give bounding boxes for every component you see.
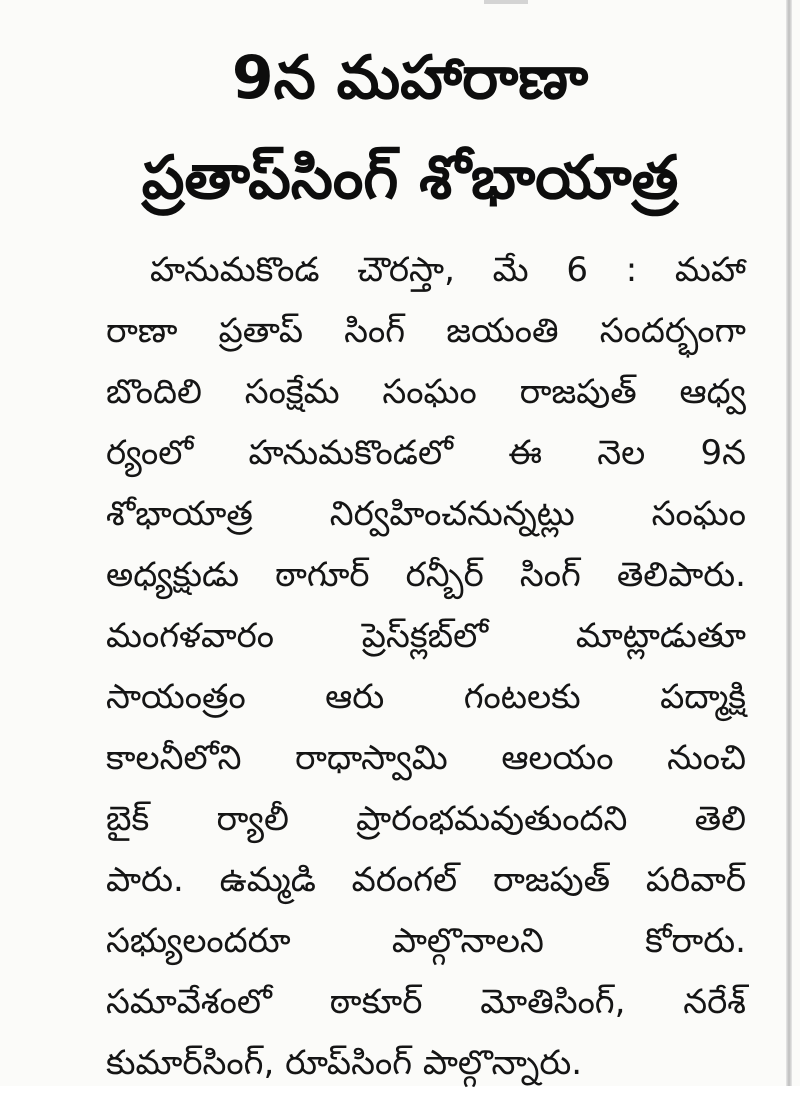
headline xyxy=(60,28,760,228)
body-line-13: సమావేశంలో ఠాకూర్ మోతిసింగ్, నరేశ్ xyxy=(106,982,746,1022)
body-line-11: పారు. ఉమ్మడి వరంగల్ రాజపుత్ పరివార్ xyxy=(106,860,746,900)
body-line-12: సభ్యులందరూ పాల్గొనాలని కోరారు. xyxy=(106,921,746,961)
headline-line-1: 9న మహారాణా xyxy=(231,43,589,113)
body-line-6: అధ్యక్షుడు ఠాగూర్ రన్బీర్ సింగ్ తెలిపారు. xyxy=(106,555,746,595)
body-line-2: రాణా ప్రతాప్ సింగ్ జయంతి సందర్భంగా xyxy=(106,311,746,351)
column-rule xyxy=(786,0,792,1086)
body-line-14: కుమార్‌సింగ్, రూప్‌సింగ్ పాల్గొన్నారు. xyxy=(106,1043,583,1083)
body-line-1: హనుమకొండ చౌరస్తా, మే 6 : మహా xyxy=(150,250,746,290)
body-line-10: బైక్ ర్యాలీ ప్రారంభమవుతుందని తెలి xyxy=(106,799,746,839)
body-line-3: బొందిలి సంక్షేమ సంఘం రాజపుత్ ఆధ్వ xyxy=(106,372,746,412)
headline-line-2: ప్రతాప్‌సింగ్ శోభాయాత్ర xyxy=(141,143,679,213)
body-line-9: కాలనీలోని రాధాస్వామి ఆలయం నుంచి xyxy=(106,738,746,778)
top-edge-mark xyxy=(484,0,528,4)
article-body xyxy=(106,240,746,1094)
body-line-7: మంగళవారం ప్రెస్‌క్లబ్‌లో మాట్లాడుతూ xyxy=(106,616,746,656)
body-line-8: సాయంత్రం ఆరు గంటలకు పద్మాక్షి xyxy=(106,677,746,717)
body-line-4: ర్యంలో హనుమకొండలో ఈ నెల 9న xyxy=(106,433,746,473)
body-line-5: శోభాయాత్ర నిర్వహించనున్నట్లు సంఘం xyxy=(106,494,746,534)
